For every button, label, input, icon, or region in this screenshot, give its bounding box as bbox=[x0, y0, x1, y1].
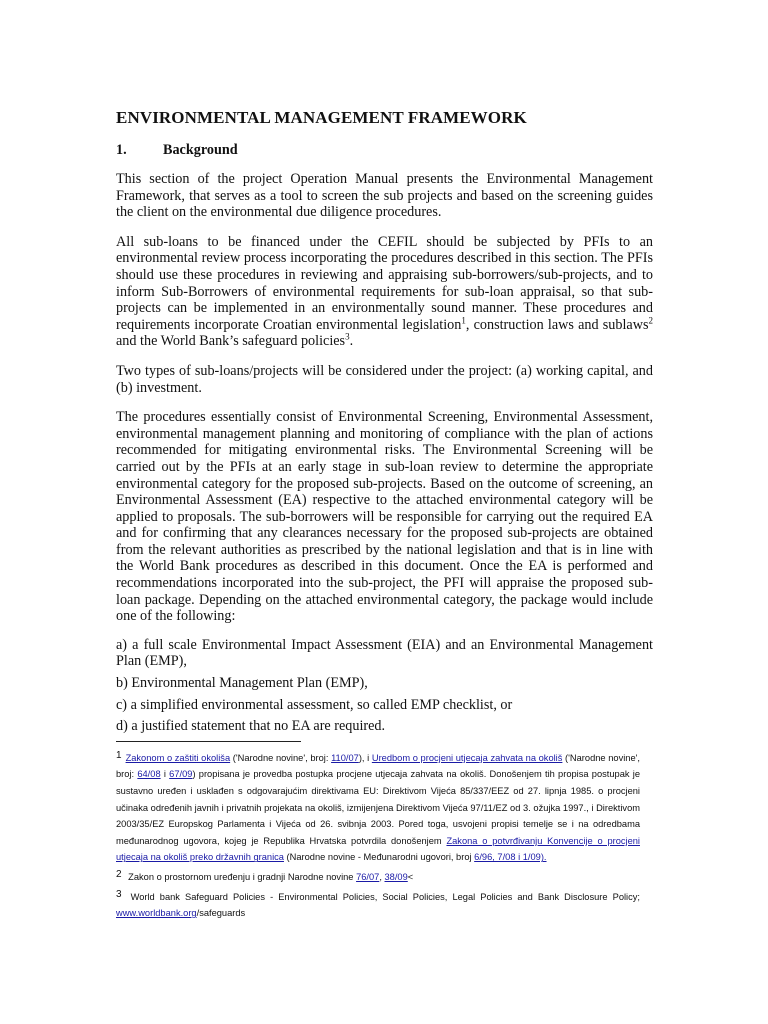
footnote-link[interactable]: 76/07 bbox=[356, 871, 380, 882]
footnote-text: ), i bbox=[358, 752, 372, 763]
footnote-link[interactable]: 38/09 bbox=[384, 871, 408, 882]
footnote-text: i bbox=[160, 769, 170, 780]
footnote-ref-1[interactable]: 1 bbox=[461, 315, 466, 326]
footnotes bbox=[116, 748, 640, 922]
footnote-text: ('Narodne novine', broj: bbox=[116, 752, 640, 780]
list-item: a) a full scale Environmental Impact Assessment (EIA) and an Environmental Management Plan (EMP), bbox=[116, 636, 653, 670]
footnote-text: /safeguards bbox=[196, 908, 246, 919]
footnote-text: ) propisana je provedba postupka procjene utjecaja zahvata na okoliš. Donošenjem tih propisa postupak je sustavno uređen i usklađen s odgovarajućim direktivama EU: Direktivom Vijeća 85/337/EEZ od 27. lipnja 1985. o procjeni učinaka određenih javnih i privatnih projekata na okoliš, izmijenjena Direktivom Vijeća 97/11/EZ od 3. ožujka 1997., i Direktivom 2003/35/EZ Europskog Parlamenta i Vijeća od 26. svibnja 2003. Pored toga, usvojeni propisi temelje se i na odredbama međunarodnog ugovora, kojeg je Republika Hrvatska potvrdila donošenjem bbox=[116, 769, 641, 846]
package-options-list bbox=[116, 637, 653, 735]
footnote-ref-2[interactable]: 2 bbox=[648, 315, 653, 326]
footnote-text: Zakon o prostornom uređenju i gradnji Narodne novine bbox=[125, 871, 357, 882]
paragraph-text: . bbox=[349, 333, 354, 350]
paragraph-intro: This section of the project Operation Manual presents the Environmental Management Framework, that serves as a tool to screen the sub projects and based on the screening guides the client on the environmental due diligence procedures. bbox=[116, 171, 653, 221]
footnote-link[interactable]: 110/07 bbox=[331, 752, 359, 763]
paragraph-text: and the World Bank’s safeguard policies bbox=[116, 333, 346, 350]
section-title: Background bbox=[163, 142, 238, 158]
footnote-ref-3[interactable]: 3 bbox=[345, 331, 350, 342]
footnote-1 bbox=[116, 748, 640, 866]
footnote-2 bbox=[116, 867, 640, 886]
footnote-text: (Narodne novine - Međunarodni ugovori, broj bbox=[283, 852, 475, 863]
paragraph-loan-types: Two types of sub-loans/projects will be considered under the project: (a) working capital, and (b) investment. bbox=[116, 362, 653, 396]
footnote-link[interactable]: 6/96, 7/08 i 1/09). bbox=[474, 852, 547, 863]
section-heading bbox=[116, 142, 653, 159]
footnote-link[interactable]: Zakonom o zaštiti okoliša bbox=[125, 752, 231, 763]
list-item: d) a justified statement that no EA are required. bbox=[116, 718, 386, 735]
footnote-link[interactable]: Zakona o potvrđivanju Konvencije o procjeni utjecaja na okoliš preko državnih granica bbox=[116, 835, 640, 863]
section-number: 1. bbox=[116, 142, 127, 158]
worldbank-link[interactable]: www.worldbank.org bbox=[116, 908, 197, 919]
footnote-text: ('Narodne novine', broj: bbox=[230, 752, 332, 763]
footnote-mark: 3 bbox=[116, 888, 122, 900]
footnote-mark: 1 bbox=[116, 749, 122, 761]
paragraph-sub-loans bbox=[116, 234, 653, 350]
list-item: c) a simplified environmental assessment, so called EMP checklist, or bbox=[116, 696, 513, 713]
footnote-link[interactable]: 67/09 bbox=[169, 769, 193, 780]
document-title: ENVIRONMENTAL MANAGEMENT FRAMEWORK bbox=[116, 108, 527, 127]
paragraph-text: , construction laws and sublaws bbox=[465, 316, 649, 333]
footnote-3 bbox=[116, 887, 640, 922]
list-item: b) Environmental Management Plan (EMP), bbox=[116, 675, 368, 692]
paragraph-text: All sub-loans to be financed under the CEFIL should be subjected by PFIs to an environmental review process incorporating the procedures described in this section. The PFIs should use these procedures in reviewing and appraising sub-borrowers/sub-projects, and to inform Sub-Borrowers of environmental requirements for sub-loan appraisal, so that sub-projects can be implemented in an environmentally sound manner. These procedures and requirements incorporate Croatian environmental legislation bbox=[116, 233, 653, 333]
footnote-text: , bbox=[379, 871, 385, 882]
footnote-link[interactable]: Uredbom o procjeni utjecaja zahvata na okoliš bbox=[371, 752, 563, 763]
footnote-separator bbox=[116, 741, 301, 742]
paragraph-procedures: The procedures essentially consist of Environmental Screening, Environmental Assessment, environmental management planning and monitoring of compliance with the plan of actions recommended for mitigating environmental risks. The Environmental Screening will be carried out by the PFIs at an early stage in sub-loan review to determine the appropriate environmental category for the proposed sub-projects. Based on the outcome of screening, an Environmental Assessment (EA) respective to the attached environmental category will be applied to proposals. The sub-borrowers will be responsible for carrying out the required EA and for confirming that any clearances necessary for the proposed sub-projects are obtained from the relevant authorities as prescribed by the national legislation and that is in line with the World Bank procedures as described in this document. Once the EA is performed and recommendations incorporated into the sub-project, the PFI will appraise the proposed sub-loan package. Depending on the attached environmental category, the package would include one of the following: bbox=[116, 409, 653, 625]
footnote-text: World bank Safeguard Policies - Environmental Policies, Social Policies, Legal Policies and Bank Disclosure Policy; bbox=[125, 891, 640, 902]
footnote-mark: 2 bbox=[116, 868, 122, 880]
footnote-link[interactable]: 64/08 bbox=[137, 769, 161, 780]
document-body bbox=[116, 108, 653, 923]
footnote-text: < bbox=[407, 871, 414, 882]
